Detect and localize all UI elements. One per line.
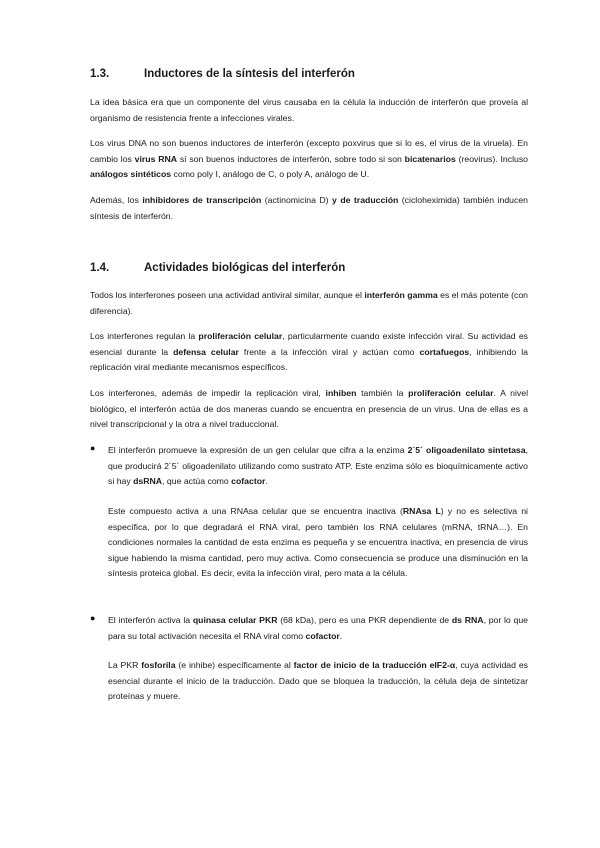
section-number: 1.4.	[90, 262, 110, 274]
section-title: Inductores de la síntesis del interferón	[144, 68, 355, 80]
list-item: El interferón promueve la expresión de un gen celular que cifra a la enzima 2´5´ oligoadenilato sintetasa, que producirá 2´5´ oligoadenilato utilizando como sustrato ATP. Este enzima sólo es bioquímicamente activo si hay dsRNA, que actúa como cofactor.	[108, 445, 529, 487]
list-item: El interferón activa la quinasa celular PKR (68 kDa), pero es una PKR dependiente de ds RNA, por lo que para su total activación necesita el RNA viral como cofactor.	[108, 615, 528, 641]
list-item-continuation: La PKR fosforila (e inhibe) específicamente al factor de inicio de la traducción eIF2-α, cuya actividad es esencial durante el inicio de la traducción. Dado que se bloquea la traducción, la célula deja de sintetizar proteínas y muere.	[108, 660, 528, 702]
paragraph: La idea básica era que un componente del virus causaba en la célula la inducción de interferón que proveía al organismo de resistencia frente a infecciones virales.	[90, 97, 528, 123]
paragraph: Todos los interferones poseen una actividad antiviral similar, aunque el interferón gamma es el más potente (con diferencia).	[90, 290, 529, 316]
paragraph: Los interferones regulan la proliferación celular, particularmente cuando existe infección viral. Su actividad es esencial durante la defensa celular frente a la infección viral y actúan como cortafuegos, inhibiendo la replicación viral mediante mecanismos específicos.	[90, 331, 529, 373]
section-title: Actividades biológicas del interferón	[144, 262, 346, 274]
paragraph: Los interferones, además de impedir la replicación viral, inhiben también la proliferación celular. A nivel biológico, el interferón actúa de dos maneras cuando se encuentra en presencia de un virus. Una de ellas es a nivel transcripcional y la otra a nivel traduccional.	[90, 388, 528, 430]
section-heading-1-3	[90, 68, 355, 80]
bullet-icon: ●	[90, 443, 96, 453]
section-number: 1.3.	[90, 68, 110, 80]
paragraph: Los virus DNA no son buenos inductores de interferón (excepto poxvirus que si lo es, el virus de la viruela). En cambio los virus RNA sí son buenos inductores de interferón, sobre todo si son bicatenarios (reovirus). Incluso análogos sintéticos como poly I, análogo de C, o poly A, análogo de U.	[90, 138, 529, 180]
list-item-continuation: Este compuesto activa a una RNAsa celular que se encuentra inactiva (RNAsa L) y no es selectiva ni específica, por lo que degradará el RNA viral, pero también los RNA celulares (mRNA, tRNA…). En condiciones normales la cantidad de esta enzima es pequeña y se encuentra inactiva, en presencia de virus sigue habiendo la misma cantidad, pero muy activa. Como consecuencia se produce una disminución en la síntesis proteica global. Es decir, evita la infección viral, pero mata a la célula.	[108, 506, 528, 579]
bullet-icon: ●	[90, 613, 96, 623]
section-heading-1-4	[90, 262, 345, 274]
paragraph: Además, los inhibidores de transcripción (actinomicina D) y de traducción (cicloheximida) también inducen síntesis de interferón.	[90, 195, 528, 221]
